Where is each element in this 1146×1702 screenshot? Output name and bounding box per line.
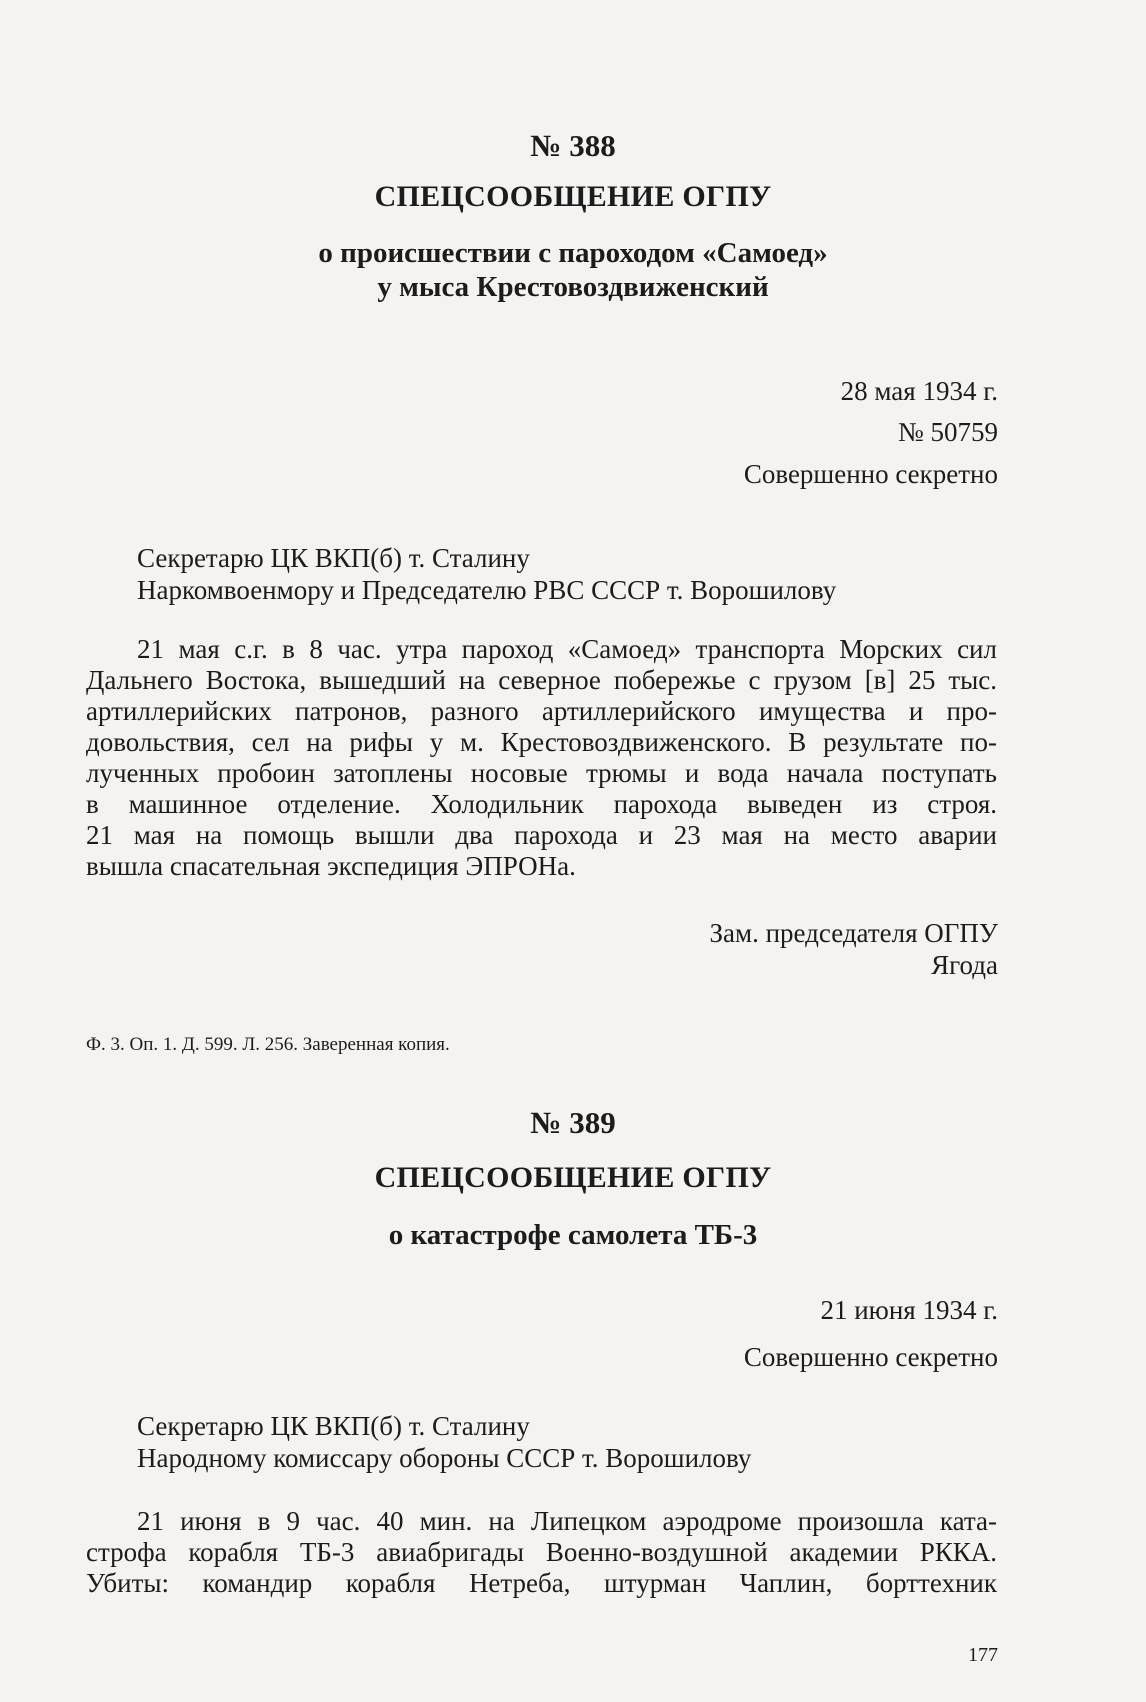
doc-389-date: 21 июня 1934 г. — [820, 1295, 998, 1325]
doc-389-addressee-1: Секретарю ЦК ВКП(б) т. Сталину — [137, 1411, 530, 1441]
doc-389-classification: Совершенно секретно — [743, 1342, 998, 1372]
doc-388-subtitle-line-1: о происшествии с пароходом «Самоед» — [318, 237, 828, 269]
doc-389-body-line: 21 июня в 9 час. 40 мин. на Липецком аэродроме произошла ката- — [137, 1506, 997, 1536]
doc-388-body-line: в машинное отделение. Холодильник парохода выведен из строя. — [86, 789, 997, 819]
doc-389-body-line: Убиты: командир корабля Нетреба, штурман Чаплин, борттехник — [86, 1568, 997, 1598]
doc-388-body-line: артиллерийских патронов, разного артиллерийского имущества и про- — [86, 696, 997, 726]
doc-389-addressee-2: Народному комиссару обороны СССР т. Ворошилову — [137, 1443, 752, 1473]
doc-389-number: № 389 — [530, 1105, 616, 1140]
doc-388-body-line: Дальнего Востока, вышедший на северное побережье с грузом [в] 25 тыс. — [86, 665, 997, 695]
doc-388-title: СПЕЦСООБЩЕНИЕ ОГПУ — [374, 180, 772, 213]
page-number: 177 — [968, 1644, 998, 1666]
doc-389-body-line: строфа корабля ТБ-3 авиабригады Военно-воздушной академии РККА. — [86, 1537, 997, 1567]
doc-388-addressee-2: Наркомвоенмору и Председателю РВС СССР т. Ворошилову — [137, 575, 837, 605]
doc-388-signature-title: Зам. председателя ОГПУ — [709, 918, 998, 948]
doc-389-body — [86, 1506, 997, 1599]
doc-388-archive-source: Ф. 3. Оп. 1. Д. 599. Л. 256. Заверенная копия. — [86, 1034, 450, 1055]
doc-388-body-line: лученных пробоин затоплены носовые трюмы и вода начала поступать — [86, 758, 997, 788]
doc-389-title: СПЕЦСООБЩЕНИЕ ОГПУ — [374, 1161, 772, 1194]
doc-388-reg-number: № 50759 — [897, 417, 998, 447]
doc-388-classification: Совершенно секретно — [743, 459, 998, 489]
doc-388-subtitle-line-2: у мыса Крестовоздвиженский — [377, 271, 769, 303]
doc-388-date: 28 мая 1934 г. — [840, 376, 998, 406]
doc-388-signature-name: Ягода — [931, 950, 998, 980]
doc-388-addressee-1: Секретарю ЦК ВКП(б) т. Сталину — [137, 543, 530, 573]
doc-388-body — [86, 634, 997, 882]
doc-388-body-line: довольствия, сел на рифы у м. Крестовоздвиженского. В результате по- — [86, 727, 997, 757]
doc-388-body-line: вышла спасательная экспедиция ЭПРОНа. — [86, 851, 576, 881]
doc-388-body-line: 21 мая на помощь вышли два парохода и 23 мая на место аварии — [86, 820, 997, 850]
doc-389-subtitle-line-1: о катастрофе самолета ТБ-3 — [388, 1219, 758, 1251]
doc-388-body-line: 21 мая с.г. в 8 час. утра пароход «Самоед» транспорта Морских сил — [137, 634, 997, 664]
doc-388-number: № 388 — [530, 128, 616, 163]
